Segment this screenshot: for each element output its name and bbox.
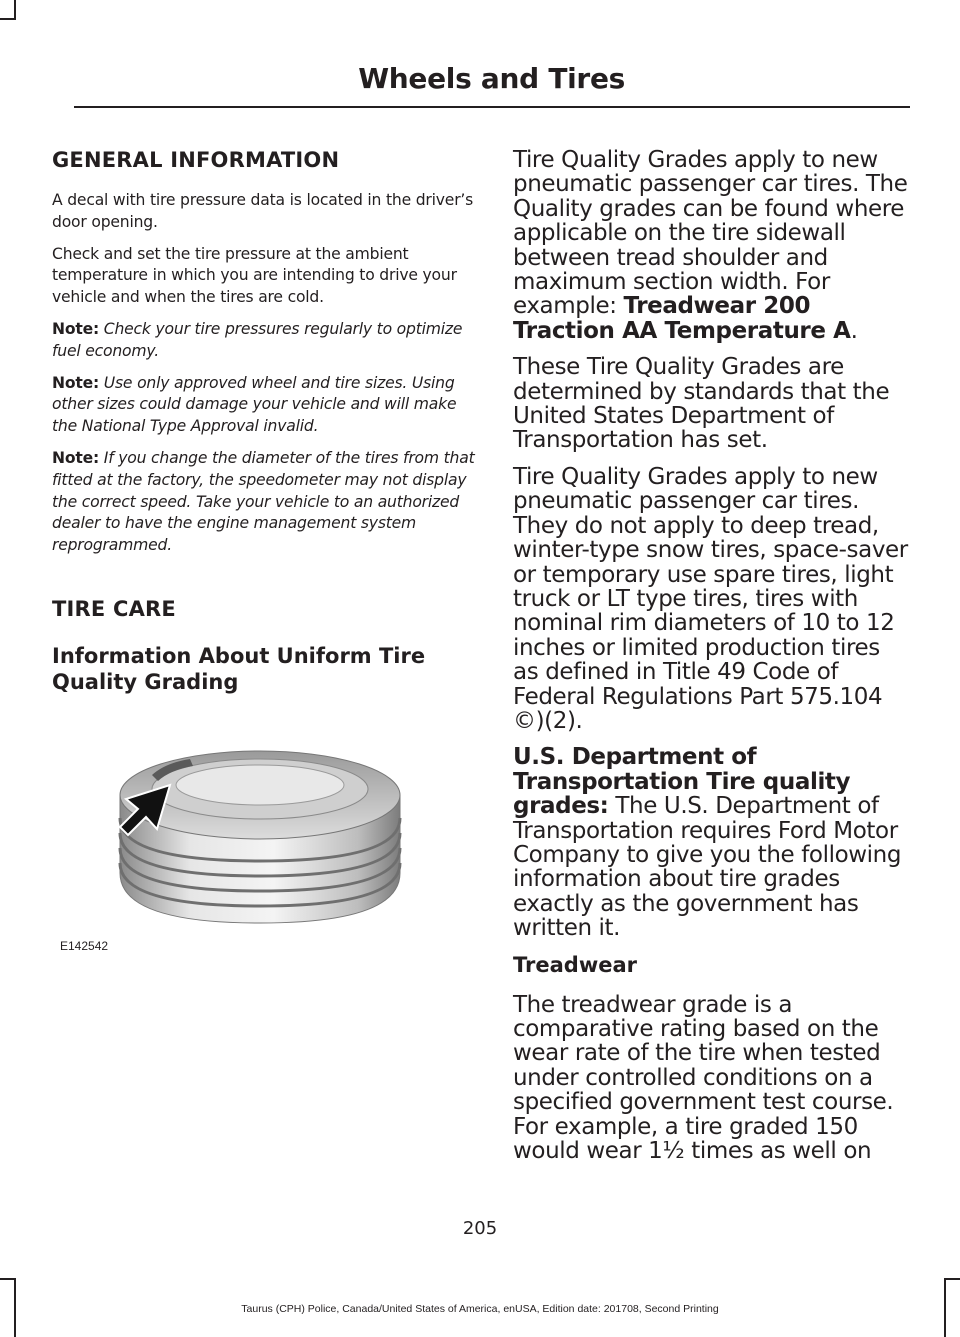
paragraph	[513, 148, 911, 343]
note-text: Use only approved wheel and tire sizes. Using other sizes could damage your vehicle and will make the National Type Approval invalid.	[52, 373, 457, 436]
crop-mark	[14, 0, 16, 20]
paragraph: Tire Quality Grades apply to new pneumatic passenger car tires. They do not apply to deep tread, winter-type snow tires, space-saver or temporary use spare tires, light truck or LT type tires, tires with nominal rim diameters of 10 to 12 inches or limited production tires as defined in Title 49 Code of Federal Regulations Part 575.104 ©)(2).	[513, 463, 908, 734]
figure-code: E142542	[60, 938, 109, 953]
crop-mark	[944, 1278, 960, 1280]
dot-paragraph	[513, 745, 911, 940]
paragraph-text: Tire Quality Grades apply to new pneumatic passenger car tires. The Quality grades can be found where applicable on the tire sidewall between tread shoulder and maximum section width. For example:	[513, 147, 908, 320]
paragraph: A decal with tire pressure data is located in the driver’s door opening.	[52, 191, 474, 231]
note-text: If you change the diameter of the tires from that fitted at the factory, the speedometer may not display the correct speed. Take your vehicle to an authorized dealer to have the engine management system reprogrammed.	[52, 448, 475, 555]
paragraph-text: The U.S. Department of Transportation requires Ford Motor Company to give you the following information about tire grades exactly as the government has written it.	[513, 793, 902, 942]
crop-mark	[0, 18, 16, 20]
note	[52, 373, 476, 438]
note-label: Note:	[52, 373, 100, 392]
right-column	[513, 148, 911, 1175]
note	[52, 319, 476, 363]
tire-icon	[60, 733, 460, 933]
general-information-heading: GENERAL INFORMATION	[52, 148, 340, 172]
paragraph: Check and set the tire pressure at the ambient temperature in which you are intending to drive your vehicle and when the tires are cold.	[52, 244, 457, 307]
paragraph-text: .	[850, 317, 858, 344]
footer-text: Taurus (CPH) Police, Canada/United States of America, enUSA, Edition date: 201708, Second Printing	[241, 1303, 719, 1315]
tire-illustration	[60, 733, 460, 953]
page-number: 205	[462, 1218, 498, 1239]
utqg-heading: Information About Uniform Tire Quality Grading	[52, 643, 426, 694]
treadwear-heading: Treadwear	[513, 952, 637, 977]
note-text: Check your tire pressures regularly to optimize fuel economy.	[52, 319, 463, 360]
page-header-title: Wheels and Tires	[358, 62, 625, 95]
paragraph: These Tire Quality Grades are determined by standards that the United States Department of Transportation has set.	[513, 354, 890, 454]
dot-heading: U.S. Department of Transportation Tire quality grades:	[513, 744, 851, 820]
example-grade: Treadwear 200 Traction AA Temperature A	[513, 293, 851, 344]
paragraph: The treadwear grade is a comparative rating based on the wear rate of the tire when tested under controlled conditions on a specified government test course. For example, a tire graded 150 would wear 1½ times as well on	[513, 991, 894, 1165]
crop-mark	[0, 1278, 16, 1280]
note-label: Note:	[52, 448, 100, 467]
tire-care-heading: TIRE CARE	[52, 596, 176, 621]
note-label: Note:	[52, 319, 100, 338]
header-rule	[74, 106, 910, 108]
left-column	[52, 148, 476, 953]
note	[52, 448, 476, 557]
